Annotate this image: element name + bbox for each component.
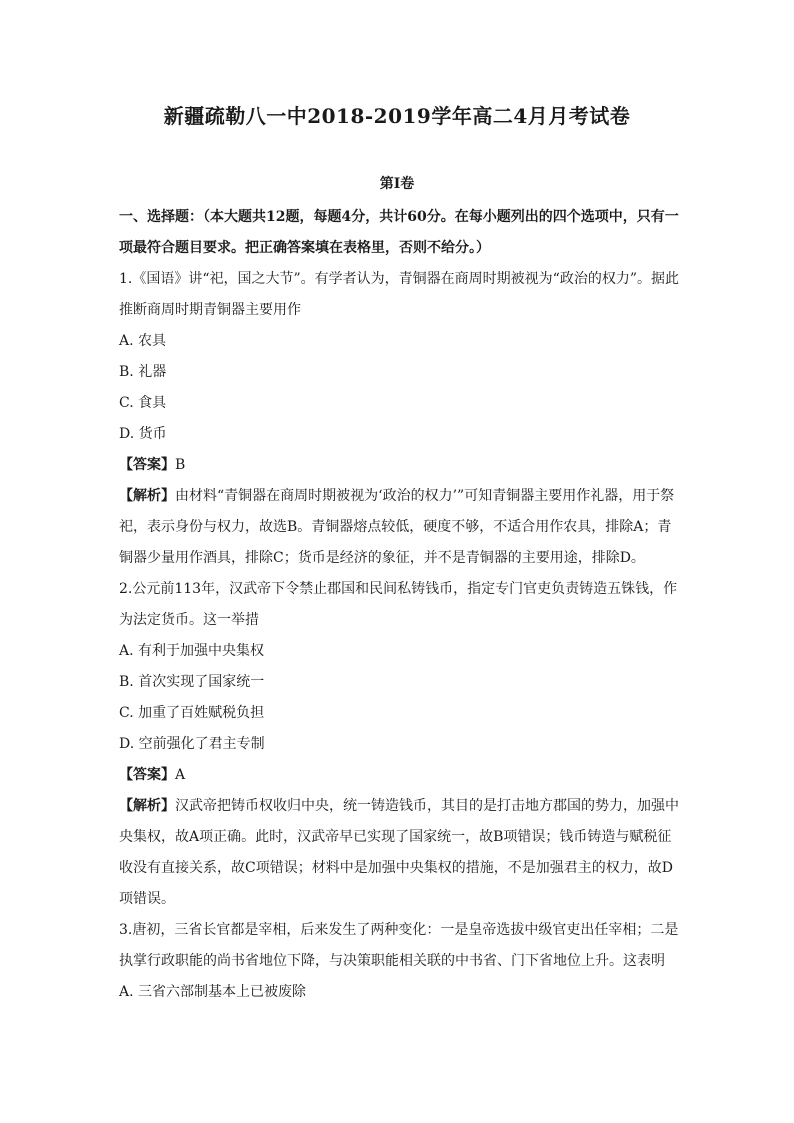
- analysis-text: 由材料“青铜器在商周时期被视为‘政治的权力’”可知青铜器主要用作礼器，用于祭祀，表示身份与权力，故选B。青铜器熔点较低，硬度不够，不适合用作农具，排除A；青铜器少量用作酒具，排除C；货币是经济的象征，并不是青铜器的主要用途，排除D。: [119, 488, 675, 566]
- exam-content: [119, 202, 679, 1008]
- analysis-tag: 【解析】: [119, 798, 175, 814]
- option-d: D. 货币: [119, 426, 167, 442]
- option-a: A. 三省六部制基本上已被废除: [119, 984, 307, 1000]
- analysis-tag: 【解析】: [119, 488, 175, 504]
- answer-line: [119, 760, 679, 791]
- answer-value: B: [175, 457, 186, 473]
- analysis-text: 汉武帝把铸币权收归中央，统一铸造钱币，其目的是打击地方郡国的势力，加强中央集权，故A项正确。此时，汉武帝早已实现了国家统一，故B项错误；钱币铸造与赋税征收没有直接关系，故C项错误；材料中是加强中央集权的措施，不是加强君主的权力，故D项错误。: [119, 798, 679, 907]
- option-b: B. 首次实现了国家统一: [119, 674, 265, 690]
- answer-tag: 【答案】: [119, 767, 175, 783]
- answer-line: [119, 450, 679, 481]
- option-c: C. 食具: [119, 395, 167, 411]
- option-d: D. 空前强化了君主专制: [119, 736, 265, 752]
- option-a: A. 有利于加强中央集权: [119, 643, 265, 659]
- question-stem: 2.公元前113年，汉武帝下令禁止郡国和民间私铸钱币，指定专门官吏负责铸造五铢钱，作为法定货币。这一举措: [119, 581, 678, 628]
- option-b: B. 礼器: [119, 364, 167, 380]
- section-heading: 第Ⅰ卷: [379, 176, 415, 192]
- option-c: C. 加重了百姓赋税负担: [119, 705, 265, 721]
- answer-value: A: [175, 767, 186, 783]
- answer-tag: 【答案】: [119, 457, 175, 473]
- page-title: 新疆疏勒八一中2018-2019学年高二4月月考试卷: [163, 104, 631, 128]
- analysis-line: [119, 481, 679, 574]
- instruction-text: 一、选择题：（本大题共12题，每题4分，共计60分。在每小题列出的四个选项中，只有一项最符合题目要求。把正确答案填在表格里，否则不给分。）: [119, 209, 679, 256]
- question-stem: 1.《国语》讲“祀，国之大节”。有学者认为，青铜器在商周时期被视为“政治的权力”。据此推断商周时期青铜器主要用作: [119, 271, 679, 318]
- question-stem: 3.唐初，三省长官都是宰相，后来发生了两种变化：一是皇帝选拔中级官吏出任宰相；二是执掌行政职能的尚书省地位下降，与决策职能相关联的中书省、门下省地位上升。这表明: [119, 922, 679, 969]
- analysis-line: [119, 791, 679, 915]
- option-a: A. 农具: [119, 333, 167, 349]
